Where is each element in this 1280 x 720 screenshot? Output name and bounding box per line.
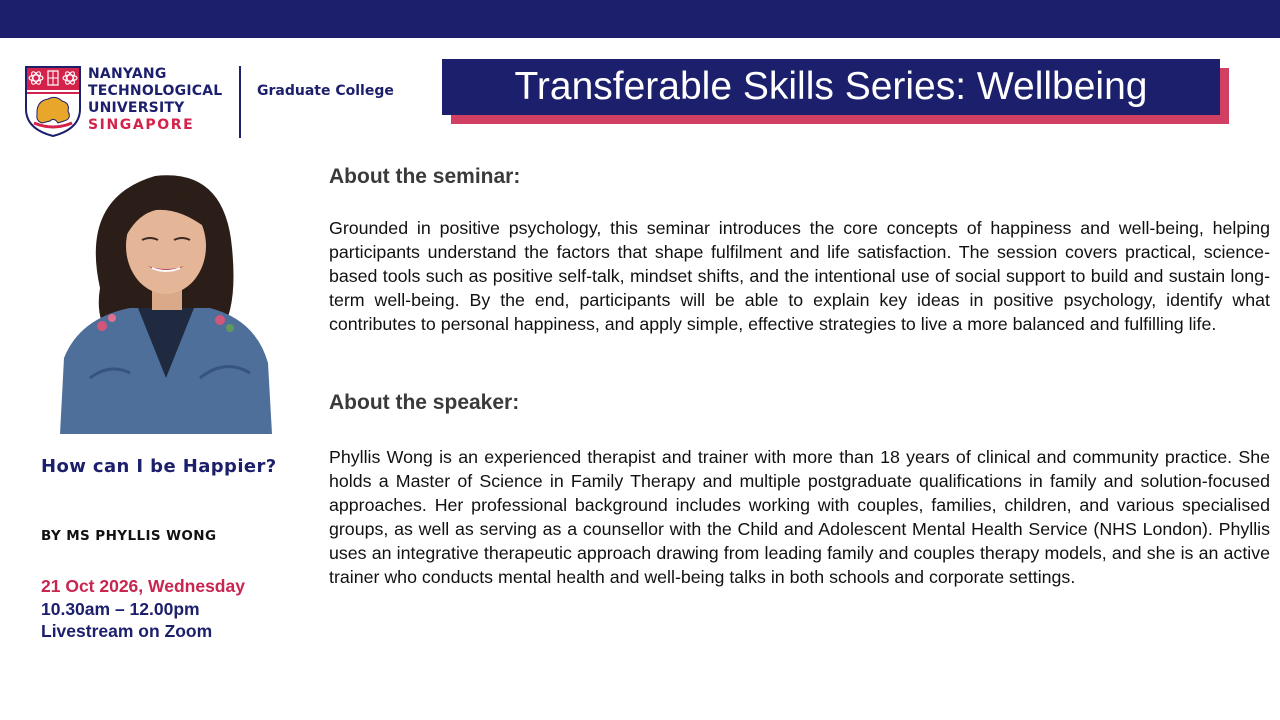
event-date: 21 Oct 2026, Wednesday [41,576,245,596]
university-line1: NANYANG [88,66,167,82]
speaker-heading: About the speaker: [329,391,520,414]
speaker-byline: BY MS PHYLLIS WONG [41,528,217,544]
seminar-description: Grounded in positive psychology, this seminar introduces the core concepts of happiness and well-being, helping participants understand the factors that shape fulfilment and life satisfaction. The session covers practical, science-based tools such as positive self-talk, mindset shifts, and the intentional use of social support to build and sustain long-term well-being. By the end, participants will be able to explain key ideas in positive psychology, identify what contributes to personal happiness, and apply simple, effective strategies to live a more balanced and fulfilling life. [329,218,1270,334]
college-name: Graduate College [257,83,394,99]
event-venue: Livestream on Zoom [41,621,213,641]
logo-divider [239,66,241,138]
university-line4: SINGAPORE [88,117,195,133]
event-details [41,575,245,643]
university-line3: UNIVERSITY [88,100,185,116]
talk-title: How can I be Happier? [41,456,277,477]
ntu-logo [24,64,404,140]
seminar-heading: About the seminar: [329,165,521,188]
series-title: Transferable Skills Series: Wellbeing [514,65,1148,108]
top-band [0,0,1280,38]
university-name [88,66,222,134]
event-time: 10.30am – 12.00pm [41,598,200,619]
speaker-bio: Phyllis Wong is an experienced therapist and trainer with more than 18 years of clinical and community practice. She holds a Master of Science in Family Therapy and multiple postgraduate qualifications in family and solution-focused approaches. Her professional background includes working with couples, families, children, and various specialised groups, as well as serving as a counsellor with the Child and Adolescent Mental Health Service (NHS London). Phyllis uses an integrative therapeutic approach drawing from leading family and couples therapy models, and she is an active trainer who conducts mental health and well-being talks in both schools and corporate settings. [329,447,1270,587]
banner-accent-bottom [451,115,1229,124]
speaker-portrait-icon [60,158,272,434]
university-line2: TECHNOLOGICAL [88,83,223,99]
ntu-crest-icon [24,65,82,137]
speaker-photo [60,158,272,434]
banner-accent-right [1220,68,1229,124]
